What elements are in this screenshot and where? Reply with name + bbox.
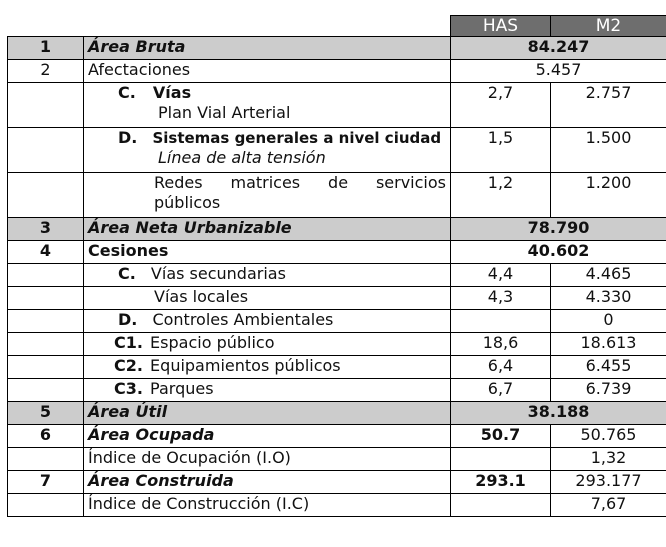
row-number-empty [8, 448, 84, 471]
row-m2: 293.177 [551, 471, 666, 494]
row-number-empty [8, 333, 84, 356]
header-blank [8, 16, 451, 37]
row-letter: D. [118, 310, 138, 329]
area-table [7, 15, 666, 517]
header-m2: M2 [551, 16, 666, 37]
row-m2: 4.465 [551, 264, 666, 287]
row-m2: 1,32 [551, 448, 666, 471]
row-indice-construccion [8, 494, 666, 517]
row-title: Vías locales [154, 287, 249, 306]
row-label: Área Ocupada [84, 425, 451, 448]
row-area-ocupada [8, 425, 666, 448]
area-table-container [7, 15, 666, 517]
row-area-neta [8, 218, 666, 241]
row-m2: 50.765 [551, 425, 666, 448]
row-total: 5.457 [451, 60, 666, 83]
row-label: Área Construida [84, 471, 451, 494]
row-number-empty [8, 379, 84, 402]
row-controles [8, 310, 666, 333]
row-m2: 6.455 [551, 356, 666, 379]
row-label: Afectaciones [84, 60, 451, 83]
row-letter: C1. [114, 333, 143, 352]
row-equipamientos [8, 356, 666, 379]
row-number: 2 [8, 60, 84, 83]
row-label [84, 173, 451, 218]
row-title: Vías secundarias [150, 264, 286, 283]
row-indice-ocupacion [8, 448, 666, 471]
row-label [84, 356, 451, 379]
row-has: 1,2 [451, 173, 551, 218]
row-area-construida [8, 471, 666, 494]
row-title: Controles Ambientales [152, 310, 334, 329]
row-number: 4 [8, 241, 84, 264]
row-has: 6,4 [451, 356, 551, 379]
row-letter: C3. [114, 379, 143, 398]
row-total: 84.247 [451, 37, 666, 60]
row-title: Sistemas generales a nivel ciudad [152, 129, 442, 147]
row-m2: 7,67 [551, 494, 666, 517]
header-row [8, 16, 666, 37]
row-total: 38.188 [451, 402, 666, 425]
row-has [451, 310, 551, 333]
row-m2: 4.330 [551, 287, 666, 310]
row-has: 1,5 [451, 128, 551, 173]
row-number-empty [8, 494, 84, 517]
row-cesiones [8, 241, 666, 264]
row-number-empty [8, 310, 84, 333]
row-area-util [8, 402, 666, 425]
row-number-empty [8, 264, 84, 287]
row-label: Cesiones [84, 241, 451, 264]
row-number-empty [8, 356, 84, 379]
row-letter: C. [118, 264, 136, 283]
row-label: Índice de Ocupación (I.O) [84, 448, 451, 471]
row-number-empty [8, 128, 84, 173]
row-has: 4,3 [451, 287, 551, 310]
row-redes [8, 173, 666, 218]
row-m2: 0 [551, 310, 666, 333]
row-has-empty [451, 448, 551, 471]
row-label: Área Bruta [84, 37, 451, 60]
row-m2: 18.613 [551, 333, 666, 356]
row-vias-locales [8, 287, 666, 310]
row-sistemas [8, 128, 666, 173]
row-has-empty [451, 494, 551, 517]
row-afectaciones [8, 60, 666, 83]
row-title: Parques [150, 379, 214, 398]
row-title: Equipamientos públicos [150, 356, 341, 375]
row-vias [8, 83, 666, 128]
row-title: Espacio público [150, 333, 275, 352]
row-number: 1 [8, 37, 84, 60]
row-total: 78.790 [451, 218, 666, 241]
row-label [84, 333, 451, 356]
row-title: Vías [152, 83, 192, 102]
row-has: 4,4 [451, 264, 551, 287]
row-label [84, 379, 451, 402]
row-number-empty [8, 83, 84, 128]
row-has: 50.7 [451, 425, 551, 448]
row-has: 6,7 [451, 379, 551, 402]
row-m2: 6.739 [551, 379, 666, 402]
row-label [84, 287, 451, 310]
row-total: 40.602 [451, 241, 666, 264]
row-area-bruta [8, 37, 666, 60]
row-label: Índice de Construcción (I.C) [84, 494, 451, 517]
row-m2: 2.757 [551, 83, 666, 128]
row-number-empty [8, 287, 84, 310]
row-m2: 1.500 [551, 128, 666, 173]
row-label [84, 310, 451, 333]
row-subtitle: Plan Vial Arterial [158, 103, 291, 122]
row-number: 7 [8, 471, 84, 494]
row-parques [8, 379, 666, 402]
header-has: HAS [451, 16, 551, 37]
row-has: 293.1 [451, 471, 551, 494]
row-label [84, 83, 451, 128]
row-letter: C2. [114, 356, 143, 375]
row-label [84, 264, 451, 287]
row-label: Área Útil [84, 402, 451, 425]
row-label [84, 128, 451, 173]
row-vias-secundarias [8, 264, 666, 287]
row-m2: 1.200 [551, 173, 666, 218]
row-subtitle: Línea de alta tensión [158, 148, 326, 167]
row-has: 2,7 [451, 83, 551, 128]
row-has: 18,6 [451, 333, 551, 356]
row-label: Área Neta Urbanizable [84, 218, 451, 241]
row-number: 6 [8, 425, 84, 448]
row-title: Redes matrices de servicios públicos [154, 173, 446, 212]
row-number: 3 [8, 218, 84, 241]
row-letter: D. [118, 128, 138, 147]
row-espacio-publico [8, 333, 666, 356]
row-letter: C. [118, 83, 136, 102]
row-number-empty [8, 173, 84, 218]
row-number: 5 [8, 402, 84, 425]
